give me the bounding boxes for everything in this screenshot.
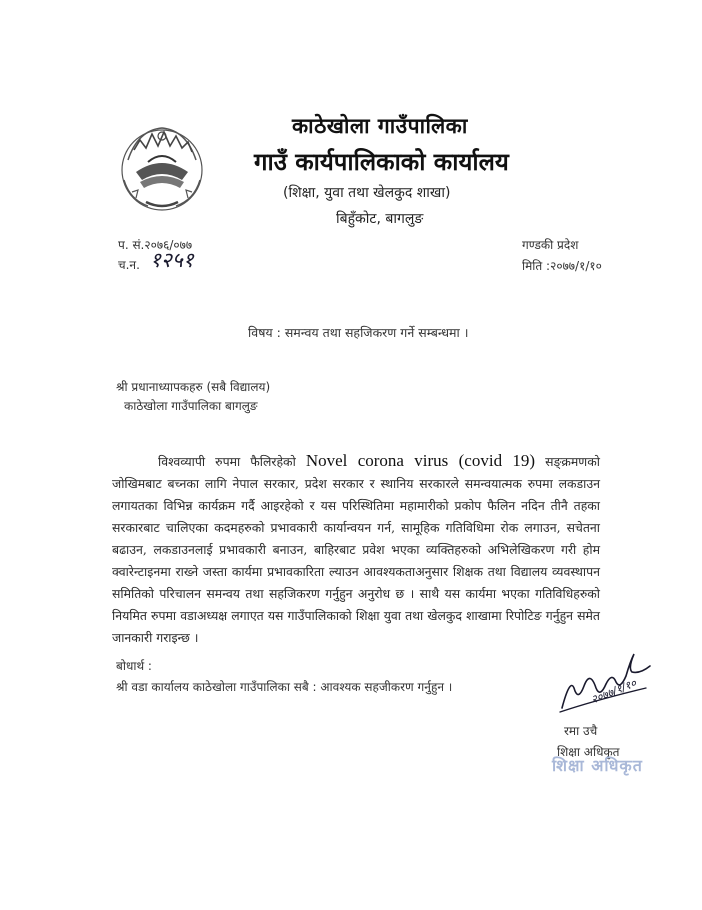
office-location: बिहुँकोट, बागलुङ (336, 211, 424, 227)
body-english-term: Novel corona virus (covid 19) (305, 451, 536, 470)
handwritten-signature (556, 648, 656, 720)
subject-line: विषय : समन्वय तथा सहजिकरण गर्ने सम्बन्धमा । (248, 325, 469, 340)
designation-stamp: शिक्षा अधिकृत (552, 756, 643, 775)
signature-date: २०७७/१/१० (589, 676, 639, 707)
signatory-name: रमा उचै (564, 724, 598, 738)
office-name: गाउँ कार्यपालिकाको कार्यालय (254, 148, 509, 176)
recipient-line-1: श्री प्रधानाध्यापकहरु (सबै विद्यालय) (116, 380, 271, 394)
chalani-number: १२५१ (150, 248, 194, 272)
body-paragraph (112, 450, 600, 649)
section-name: (शिक्षा, युवा तथा खेलकुद शाखा) (283, 185, 451, 201)
cc-line: श्री वडा कार्यालय काठेखोला गाउँपालिका सबै : आवश्यक सहजीकरण गर्नुहुन । (116, 680, 453, 694)
signatory-designation: शिक्षा अधिकृत (557, 745, 620, 759)
province: गण्डकी प्रदेश (522, 238, 579, 252)
recipient-line-2: काठेखोला गाउँपालिका बागलुङ (124, 399, 258, 413)
body-text-before: विश्वव्यापी रुपमा फैलिरहेको (158, 454, 296, 469)
cc-label: बोधार्थ : (116, 659, 152, 673)
letter-date: मिति :२०७७/१/१० (522, 259, 602, 273)
body-text-after: सङ्क्रमणको जोखिमबाट बच्नका लागि नेपाल सरकार, प्रदेश सरकार र स्थानिय सरकारले समन्वयात्मक रुपमा लकडाउन लगायतका विभिन्न कार्यक्रम गर्दै आइरहेको र यस परिस्थितिमा महामारीको प्रकोप फैलिन नदिन तीनै तहका सरकारबाट चालिएका कदमहरुको प्रभावकारी कार्यान्वयन गर्न, सामूहिक गतिविधिमा रोक लगाउन, सचेतना बढाउन, लकडाउनलाई प्रभावकारी बनाउन, बाहिरबाट प्रवेश भएका व्यक्तिहरुको अभिलेखिकरण गरी होम क्वारेन्टाइनमा राख्ने जस्ता कार्यमा प्रभावकारिता ल्याउन आवश्यकताअनुसार शिक्षक तथा विद्यालय व्यवस्थापन समितिको परिचालन समन्वय तथा सहजिकरण गर्नुहुन अनुरोध छ । साथै यस कार्यमा भएका गतिविधिहरुको नियमित रुपमा वडाअध्यक्ष लगाएत यस गाउँपालिकाको शिक्षा युवा तथा खेलकुद शाखामा रिपोटिङ गर्नुहुन समेत जानकारी गराइन्छ । (112, 454, 600, 645)
patra-sankhya: प. सं.२०७६/०७७ (118, 238, 193, 252)
nepal-emblem-logo (118, 120, 206, 214)
org-name: काठेखोला गाउँपालिका (292, 114, 468, 138)
chalani-label: च.न. (118, 258, 140, 272)
